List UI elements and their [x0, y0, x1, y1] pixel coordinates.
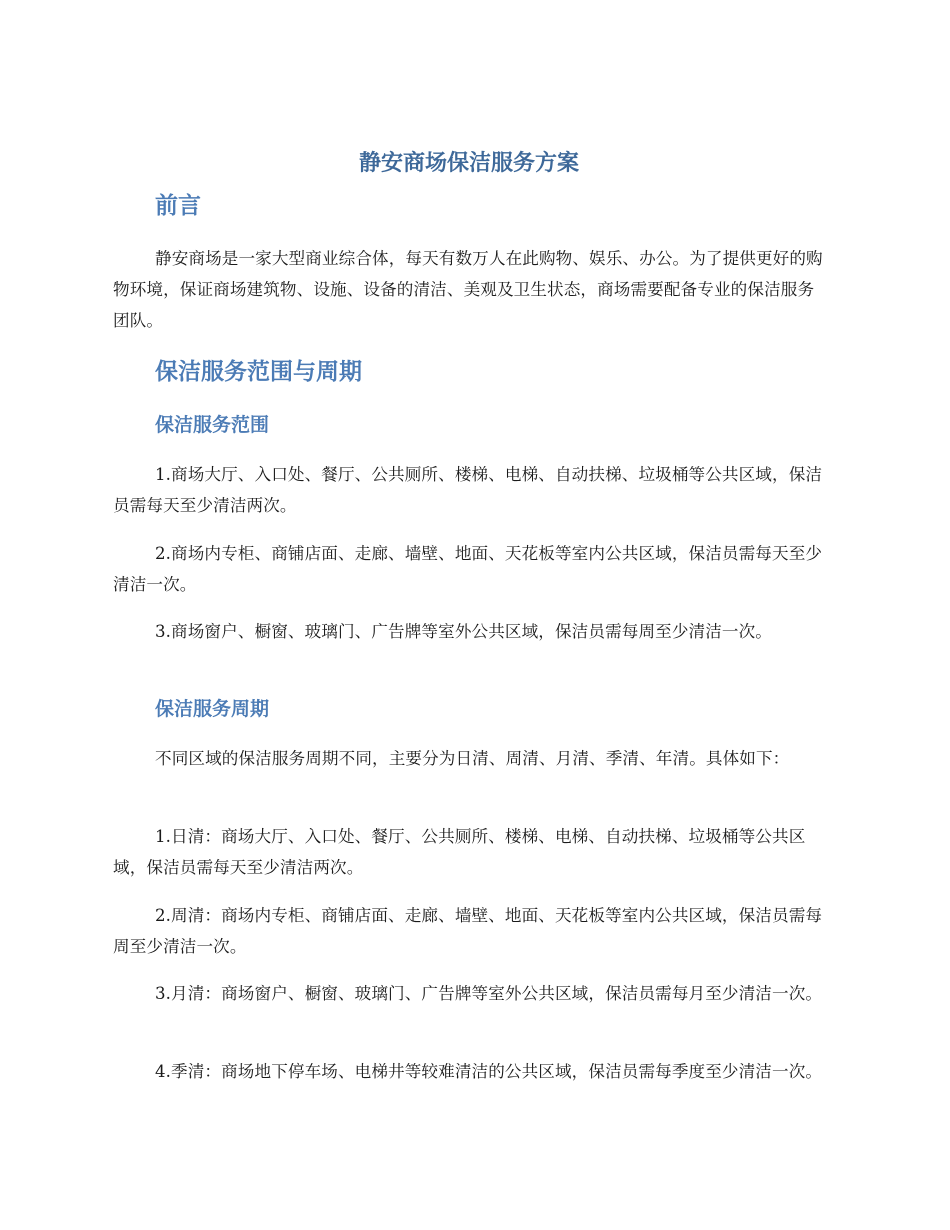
- document-title: 静安商场保洁服务方案: [358, 151, 579, 176]
- cycle-item-1: 1.日清：商场大厅、入口处、餐厅、公共厕所、楼梯、电梯、自动扶梯、垃圾桶等公共区域，保洁员需每天至少清洁两次。: [113, 827, 806, 877]
- cycle-item-2: 2.周清：商场内专柜、商铺店面、走廊、墙壁、地面、天花板等室内公共区域，保洁员需每周至少清洁一次。: [113, 906, 823, 956]
- subsection-heading-cycle: 保洁服务周期: [155, 698, 270, 720]
- cycle-item-3: 3.月清：商场窗户、橱窗、玻璃门、广告牌等室外公共区域，保洁员需每月至少清洁一次。: [155, 984, 823, 1003]
- section-heading-preface: 前言: [155, 193, 201, 219]
- cycle-intro: 不同区域的保洁服务周期不同，主要分为日清、周清、月清、季清、年清。具体如下：: [155, 749, 790, 768]
- preface-paragraph: 静安商场是一家大型商业综合体，每天有数万人在此购物、娱乐、办公。为了提供更好的购物环境，保证商场建筑物、设施、设备的清洁、美观及卫生状态，商场需要配备专业的保洁服务团队。: [113, 249, 823, 330]
- scope-item-3: 3.商场窗户、橱窗、玻璃门、广告牌等室外公共区域，保洁员需每周至少清洁一次。: [155, 622, 773, 641]
- section-heading-scope-and-cycle: 保洁服务范围与周期: [155, 359, 362, 385]
- subsection-heading-scope: 保洁服务范围: [155, 414, 270, 436]
- scope-item-2: 2.商场内专柜、商铺店面、走廊、墙壁、地面、天花板等室内公共区域，保洁员需每天至少清洁一次。: [113, 544, 823, 594]
- scope-item-1: 1.商场大厅、入口处、餐厅、公共厕所、楼梯、电梯、自动扶梯、垃圾桶等公共区域，保洁员需每天至少清洁两次。: [113, 465, 823, 515]
- cycle-item-4: 4.季清：商场地下停车场、电梯井等较难清洁的公共区域，保洁员需每季度至少清洁一次。: [155, 1062, 823, 1081]
